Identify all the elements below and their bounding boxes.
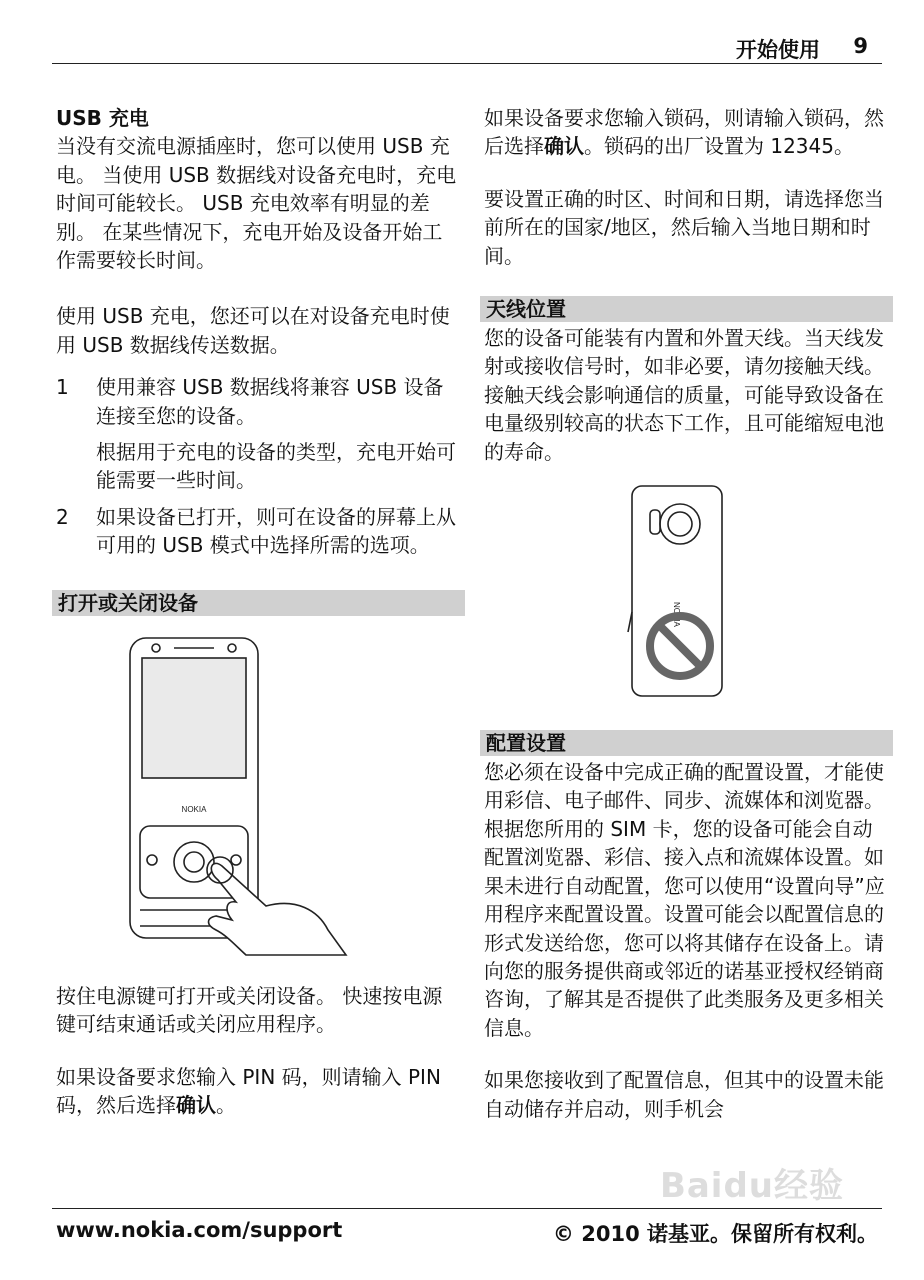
phone-power-key-illustration [56,630,461,960]
antenna-section-heading: 天线位置 [480,296,893,322]
step-number: 1 [56,375,69,400]
antenna-paragraph: 您的设备可能装有内置和外置天线。当天线发射或接收信号时，如非必要，请勿接触天线。接触天线会影响通信的质量，可能导致设备在电量级别较高的状态下工作，且可能缩短电池的寿命。 [484,326,884,464]
page-number: 9 [853,34,868,58]
step-text: 使用兼容 USB 数据线将兼容 USB 设备连接至您的设备。 [96,375,444,428]
step-number: 2 [56,504,69,529]
confirm-label: 确认 [544,134,584,159]
config-section-heading: 配置设置 [480,730,893,756]
left-column [56,104,461,1119]
usb-charging-heading: USB 充电 [56,106,149,130]
antenna-illustration [484,482,889,704]
usb-charging-paragraph: 当没有交流电源插座时，您可以使用 USB 充电。 当使用 USB 数据线对设备充电时，充电时间可能较长。 USB 充电效率有明显的差别。 在某些情况下，充电开始及设备开始工作需要较长时间。 [56,134,457,273]
support-url: www.nokia.com/support [56,1218,343,1242]
phone-brand: NOKIA [672,602,681,627]
phone-brand: NOKIA [181,804,207,814]
copyright: © 2010 诺基亚。保留所有权利。 [552,1222,878,1246]
config-paragraph: 您必须在设备中完成正确的配置设置，才能使用彩信、电子邮件、同步、流媒体和浏览器。根据您所用的 SIM 卡，您的设备可能会自动配置浏览器、彩信、接入点和流媒体设置。如果未进行自动配置，您可以使用“设置向导”应用程序来配置设置。设置可能会以配置信息的形式发送给您，您可以将其储存在设备上。请向您的服务提供商或邻近的诺基亚授权经销商咨询，了解其是否提供了此类服务及更多相关信息。 [484,760,885,1040]
step-note: 根据用于充电的设备的类型，充电开始可能需要一些时间。 [96,440,456,493]
config-received-paragraph: 如果您接收到了配置信息，但其中的设置未能自动储存并启动，则手机会 [484,1068,884,1121]
watermark: Baidu经验 [659,1166,844,1206]
running-header-title: 开始使用 [736,38,820,62]
footer-rule [52,1208,882,1209]
usb-data-paragraph: 使用 USB 充电，您还可以在对设备充电时使用 USB 数据线传送数据。 [56,304,450,357]
usb-steps-list [56,373,461,559]
header-rule [52,63,882,64]
pin-code-paragraph: 如果设备要求您输入 PIN 码，则请输入 PIN 码，然后选择确认。 [56,1064,441,1117]
power-key-paragraph: 按住电源键可打开或关闭设备。 快速按电源键可结束通话或关闭应用程序。 [56,983,443,1037]
confirm-label: 确认 [176,1092,216,1117]
hand-illustration [209,863,347,955]
list-item [56,503,461,560]
timezone-paragraph: 要设置正确的时区、时间和日期，请选择您当前所在的国家/地区，然后输入当地日期和时间。 [484,186,884,268]
power-section-heading: 打开或关闭设备 [52,590,465,616]
lock-code-paragraph: 如果设备要求您输入锁码，则请输入锁码，然后选择确认。锁码的出厂设置为 12345。 [484,106,884,159]
step-text: 如果设备已打开，则可在设备的屏幕上从可用的 USB 模式中选择所需的选项。 [96,504,456,558]
list-item [56,373,461,430]
right-column [484,104,889,1123]
